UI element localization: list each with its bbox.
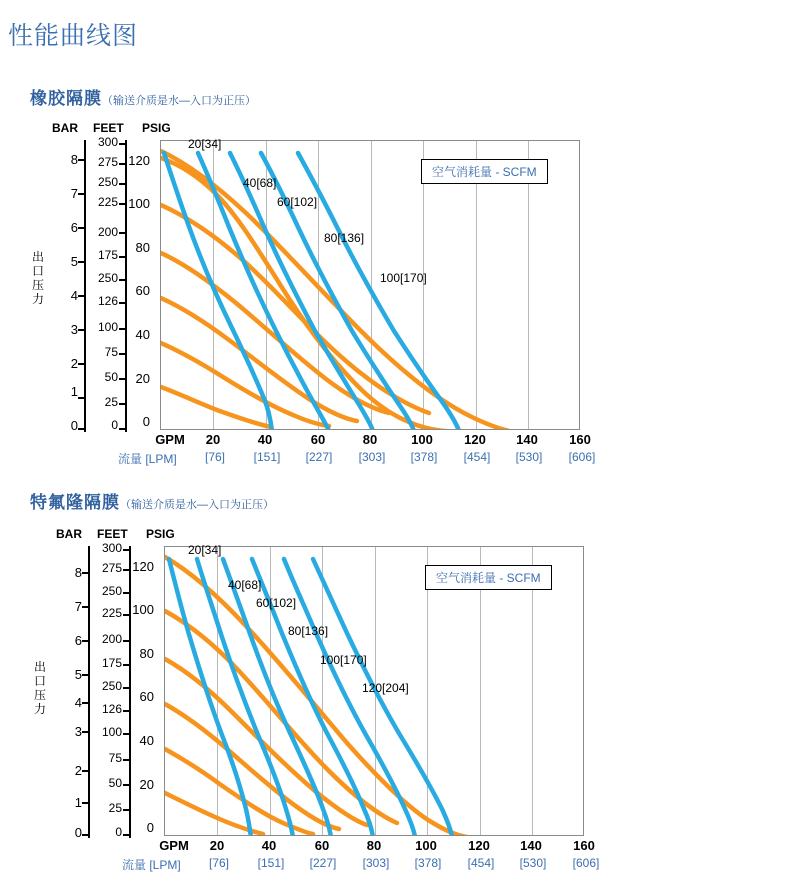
bar-tick-1-7: 7 xyxy=(70,186,78,201)
feet-tickmark-1-f xyxy=(119,256,126,258)
bar-tick-2-8: 8 xyxy=(74,565,82,580)
psig-tick-1-20: 20 xyxy=(135,371,150,386)
bar-tick-2-3: 3 xyxy=(74,724,82,739)
bar-tick-1-0: 0 xyxy=(70,418,78,433)
bar-tickmark-2-g xyxy=(82,770,89,772)
x-tick-1-20: 20 xyxy=(205,432,221,447)
section-heading-teflon-sub: （输送介质是水—入口为正压） xyxy=(120,499,274,511)
feet-tick-2-225: 225 xyxy=(101,606,122,620)
feet-tickmark-2-f xyxy=(123,664,130,666)
feet-tick-2-300: 300 xyxy=(101,541,122,555)
curve-label-1-60: 60[102] xyxy=(277,195,318,209)
bar-tick-1-2: 2 xyxy=(70,356,78,371)
curve-layer-1 xyxy=(161,141,580,430)
x-tick2-1-227: [227] xyxy=(305,450,333,464)
feet-tick-2-250a: 250 xyxy=(101,584,122,598)
feet-tick-1-225: 225 xyxy=(97,195,118,209)
psig-tick-2-100: 100 xyxy=(132,602,154,617)
bar-tick-2-1: 1 xyxy=(74,795,82,810)
x-tick2-2-76: [76] xyxy=(208,856,229,870)
curve-label-2-20: 20[34] xyxy=(188,543,222,557)
psig-tick-2-120: 120 xyxy=(132,559,154,574)
psig-tick-1-80: 80 xyxy=(135,240,150,255)
psig-tick-2-80: 80 xyxy=(139,646,154,661)
bar-tickmark-1-f xyxy=(78,329,85,331)
feet-tick-2-100: 100 xyxy=(101,725,122,739)
bar-tickmark-2-e xyxy=(82,702,89,704)
feet-tickmark-2-l xyxy=(123,809,130,811)
bar-tickmark-2-b xyxy=(82,606,89,608)
psig-tick-1-0: 0 xyxy=(142,414,150,429)
x-tick2-2-151: [151] xyxy=(257,856,285,870)
psig-tick-2-20: 20 xyxy=(139,777,154,792)
x-tick2-2-227: [227] xyxy=(309,856,337,870)
bar-tickmark-2-f xyxy=(82,731,89,733)
x-tick-2-60: 60 xyxy=(314,838,330,853)
axis-title-psig-1: PSIG xyxy=(142,121,171,135)
section-heading-teflon xyxy=(30,488,274,513)
feet-tick-2-25: 25 xyxy=(108,801,122,815)
legend-box-2: 空气消耗量 - SCFM xyxy=(425,565,552,590)
x-axis-name-2: 流量 [LPM] xyxy=(122,858,181,872)
x-tick-2-140: 140 xyxy=(520,838,542,853)
x-tick-2-20: 20 xyxy=(209,838,225,853)
feet-tick-2-275: 275 xyxy=(101,561,122,575)
feet-tick-1-25: 25 xyxy=(104,395,118,409)
bar-tickmark-1-a xyxy=(78,159,85,161)
x-tick2-1-606: [606] xyxy=(568,450,596,464)
bar-tick-2-5: 5 xyxy=(74,667,82,682)
x-tick2-1-76: [76] xyxy=(204,450,225,464)
feet-tickmark-2-j xyxy=(123,759,130,761)
feet-tickmark-2-h xyxy=(123,710,130,712)
bar-tickmark-1-c xyxy=(78,227,85,229)
section-heading-rubber-sub: （输送介质是水—入口为正压） xyxy=(102,95,256,107)
feet-tick-2-75: 75 xyxy=(108,751,122,765)
bar-tick-1-8: 8 xyxy=(70,152,78,167)
feet-tick-2-175: 175 xyxy=(101,656,122,670)
page-title: 性能曲线图 xyxy=(8,22,139,50)
bar-tickmark-2-h xyxy=(82,802,89,804)
feet-tick-1-200: 200 xyxy=(97,225,118,239)
x-tick-2-100: 100 xyxy=(415,838,437,853)
feet-tick-1-300: 300 xyxy=(97,135,118,149)
axis-title-bar-2: BAR xyxy=(56,527,82,541)
x-tick2-2-303: [303] xyxy=(362,856,390,870)
x-tick2-2-454: [454] xyxy=(467,856,495,870)
bar-tick-1-1: 1 xyxy=(70,384,78,399)
feet-tick-1-75: 75 xyxy=(104,345,118,359)
curve-label-2-40: 40[68] xyxy=(228,578,262,592)
bar-tickmark-1-b xyxy=(78,193,85,195)
y-axis-name-1: 出 口 压 力 xyxy=(31,250,44,306)
x-tick-1-80: 80 xyxy=(362,432,378,447)
curve-label-2-60: 60[102] xyxy=(256,596,297,610)
bar-tickmark-1-h xyxy=(78,397,85,399)
x-tick2-1-530: [530] xyxy=(515,450,543,464)
feet-tick-1-0: 0 xyxy=(111,418,118,432)
feet-tick-1-100: 100 xyxy=(97,320,118,334)
psig-tick-1-100: 100 xyxy=(128,196,150,211)
axis-title-feet-2: FEET xyxy=(97,527,128,541)
feet-tickmark-1-j xyxy=(119,353,126,355)
axis-title-bar-1: BAR xyxy=(52,121,78,135)
x-tick2-2-530: [530] xyxy=(519,856,547,870)
psig-tick-1-120: 120 xyxy=(128,153,150,168)
bar-tickmark-2-i xyxy=(82,834,89,836)
feet-tick-1-126: 126 xyxy=(97,294,118,308)
feet-tick-2-50: 50 xyxy=(108,776,122,790)
bar-tick-2-2: 2 xyxy=(74,763,82,778)
bar-tick-2-6: 6 xyxy=(74,633,82,648)
x-axis-name-1: 流量 [LPM] xyxy=(118,452,177,466)
bar-tickmark-2-c xyxy=(82,640,89,642)
feet-tick-1-50: 50 xyxy=(104,370,118,384)
section-heading-teflon-main: 特氟隆隔膜 xyxy=(30,493,120,512)
x-tick2-1-303: [303] xyxy=(358,450,386,464)
feet-tick-1-275: 275 xyxy=(97,155,118,169)
bar-tickmark-1-d xyxy=(78,261,85,263)
feet-tickmark-1-c xyxy=(119,183,126,185)
curve-label-1-100: 100[170] xyxy=(380,271,427,285)
feet-tickmark-1-a xyxy=(119,143,126,145)
feet-tick-1-250a: 250 xyxy=(97,175,118,189)
feet-tick-2-200: 200 xyxy=(101,632,122,646)
feet-tickmark-1-g xyxy=(119,279,126,281)
psig-tick-1-40: 40 xyxy=(135,327,150,342)
x-tick-1-gpm: GPM xyxy=(155,432,185,447)
feet-tick-2-0: 0 xyxy=(115,825,122,839)
section-heading-rubber xyxy=(30,84,256,109)
x-tick-2-80: 80 xyxy=(366,838,382,853)
x-tick-2-40: 40 xyxy=(261,838,277,853)
bar-tick-2-7: 7 xyxy=(74,599,82,614)
x-tick-2-gpm: GPM xyxy=(159,838,189,853)
psig-tick-2-60: 60 xyxy=(139,689,154,704)
x-tick2-1-378: [378] xyxy=(410,450,438,464)
x-tick-1-140: 140 xyxy=(516,432,538,447)
x-tick2-2-606: [606] xyxy=(572,856,600,870)
curve-label-1-80: 80[136] xyxy=(324,231,365,245)
y-axis-name-2: 出 口 压 力 xyxy=(33,660,46,716)
x-tick2-1-454: [454] xyxy=(463,450,491,464)
feet-tick-2-250b: 250 xyxy=(101,679,122,693)
x-tick-1-120: 120 xyxy=(464,432,486,447)
feet-tickmark-1-e xyxy=(119,232,126,234)
curve-label-2-120: 120[204] xyxy=(362,681,409,695)
bar-tick-1-6: 6 xyxy=(70,220,78,235)
x-tick2-1-151: [151] xyxy=(253,450,281,464)
curve-label-1-40: 40[68] xyxy=(243,176,277,190)
plot-area-1 xyxy=(160,140,580,430)
feet-tickmark-1-l xyxy=(119,403,126,405)
bar-tick-1-4: 4 xyxy=(70,288,78,303)
bar-tick-2-0: 0 xyxy=(74,825,82,840)
psig-tick-1-60: 60 xyxy=(135,283,150,298)
bar-tickmark-1-e xyxy=(78,295,85,297)
section-heading-rubber-main: 橡胶隔膜 xyxy=(30,89,102,108)
axis-title-feet-1: FEET xyxy=(93,121,124,135)
x-tick-1-60: 60 xyxy=(310,432,326,447)
feet-tickmark-1-h xyxy=(119,302,126,304)
bar-axis-line-2 xyxy=(88,546,90,838)
bar-tickmark-2-d xyxy=(82,674,89,676)
bar-tick-1-5: 5 xyxy=(70,254,78,269)
feet-tickmark-2-a xyxy=(123,549,130,551)
feet-tickmark-2-c xyxy=(123,592,130,594)
x-tick-2-160: 160 xyxy=(573,838,595,853)
feet-tick-1-250b: 250 xyxy=(97,271,118,285)
bar-tick-2-4: 4 xyxy=(74,695,82,710)
curve-label-2-100: 100[170] xyxy=(320,653,367,667)
x-tick2-2-378: [378] xyxy=(414,856,442,870)
feet-tickmark-2-e xyxy=(123,640,130,642)
axis-title-psig-2: PSIG xyxy=(146,527,175,541)
bar-tickmark-1-g xyxy=(78,363,85,365)
x-tick-1-40: 40 xyxy=(257,432,273,447)
curve-label-2-80: 80[136] xyxy=(288,624,329,638)
bar-tick-1-3: 3 xyxy=(70,322,78,337)
feet-tick-2-126: 126 xyxy=(101,702,122,716)
bar-axis-line-1 xyxy=(84,140,86,432)
x-tick-1-100: 100 xyxy=(411,432,433,447)
psig-tick-2-40: 40 xyxy=(139,733,154,748)
bar-tickmark-2-a xyxy=(82,572,89,574)
psig-tick-2-0: 0 xyxy=(146,820,154,835)
feet-tick-1-175: 175 xyxy=(97,248,118,262)
x-tick-2-120: 120 xyxy=(468,838,490,853)
x-tick-1-160: 160 xyxy=(569,432,591,447)
legend-box-1: 空气消耗量 - SCFM xyxy=(421,159,548,184)
curve-label-1-20: 20[34] xyxy=(188,137,222,151)
bar-tickmark-1-i xyxy=(78,428,85,430)
